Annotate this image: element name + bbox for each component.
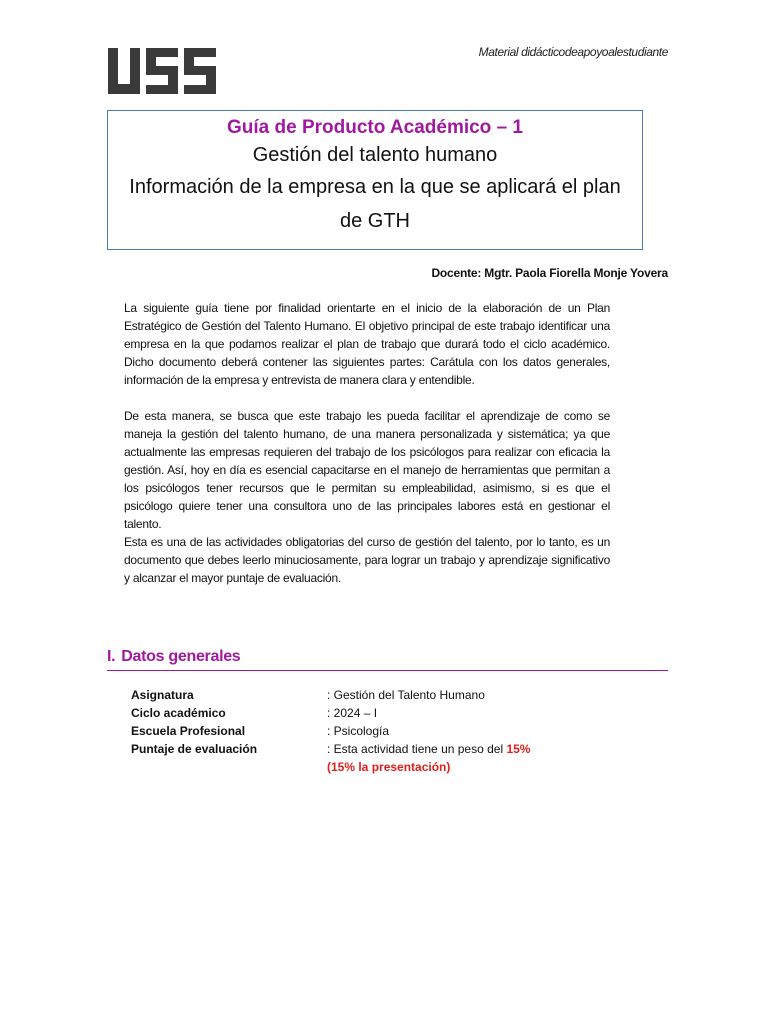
title-box <box>107 110 643 250</box>
paragraph: Esta es una de las actividades obligatorias del curso de gestión del talento, por lo tanto, es un documento que debes leerlo minuciosamente, para lograr un trabajo y aprendizaje significativo y alcanzar el mayor puntaje de evaluación. <box>124 535 610 585</box>
data-value: : Psicología <box>327 724 390 738</box>
data-label: Ciclo académico <box>131 706 226 720</box>
data-label: Puntaje de evaluación <box>131 742 258 756</box>
data-value: : 2024 – I <box>327 706 378 720</box>
data-row <box>131 722 611 740</box>
data-row <box>131 704 611 722</box>
document-title: Guía de Producto Académico – 1 <box>227 117 523 138</box>
data-label: Asignatura <box>131 688 194 702</box>
puntaje-percentage: 15% <box>506 742 531 756</box>
data-value <box>327 740 611 776</box>
data-row <box>131 740 611 776</box>
document-subtitle: Gestión del talento humano <box>252 144 498 166</box>
section-number: I. <box>107 648 116 665</box>
section-title: Datos generales <box>121 648 241 665</box>
document-topic: Información de la empresa en la que se aplicará el plan de GTH <box>129 176 621 232</box>
puntaje-text: : Esta actividad tiene un peso del <box>327 742 507 756</box>
datos-generales-table <box>131 686 611 776</box>
docente-line: Docente: Mgtr. Paola Fiorella Monje Yovera <box>431 266 668 280</box>
paragraph: De esta manera, se busca que este trabajo les pueda facilitar el aprendizaje de como se maneja la gestión del talento humano, de una manera personalizada y sistemática; ya que actualmente las empresas requieren del trabajo de los psicólogos para realizar con eficacia la gestión. Así, hoy en día es esencial capacitarse en el manejo de herramientas que permitan a los psicólogos tener recursos que le permitan su empleabilidad, asimismo, si es que el psicólogo quiere tener una consultora uno de las principales labores está en gestionar el talento. <box>124 409 610 531</box>
uss-logo <box>108 48 216 94</box>
puntaje-note: (15% la presentación) <box>327 760 451 774</box>
section-heading <box>107 648 668 671</box>
data-label: Escuela Profesional <box>131 724 246 738</box>
header-note: Material didácticodeapoyoalestudiante <box>478 45 668 59</box>
paragraph: La siguiente guía tiene por finalidad orientarte en el inicio de la elaboración de un Plan Estratégico de Gestión del Talento Humano. El objetivo principal de este trabajo identificar una empresa en la que podamos realizar el plan de trabajo que durará todo el ciclo académico. Dicho documento deberá contener las siguientes partes: Carátula con los datos generales, información de la empresa y entrevista de manera clara y entendible. <box>124 301 610 387</box>
data-row <box>131 686 611 704</box>
intro-text <box>124 299 610 587</box>
data-value: : Gestión del Talento Humano <box>327 688 485 702</box>
